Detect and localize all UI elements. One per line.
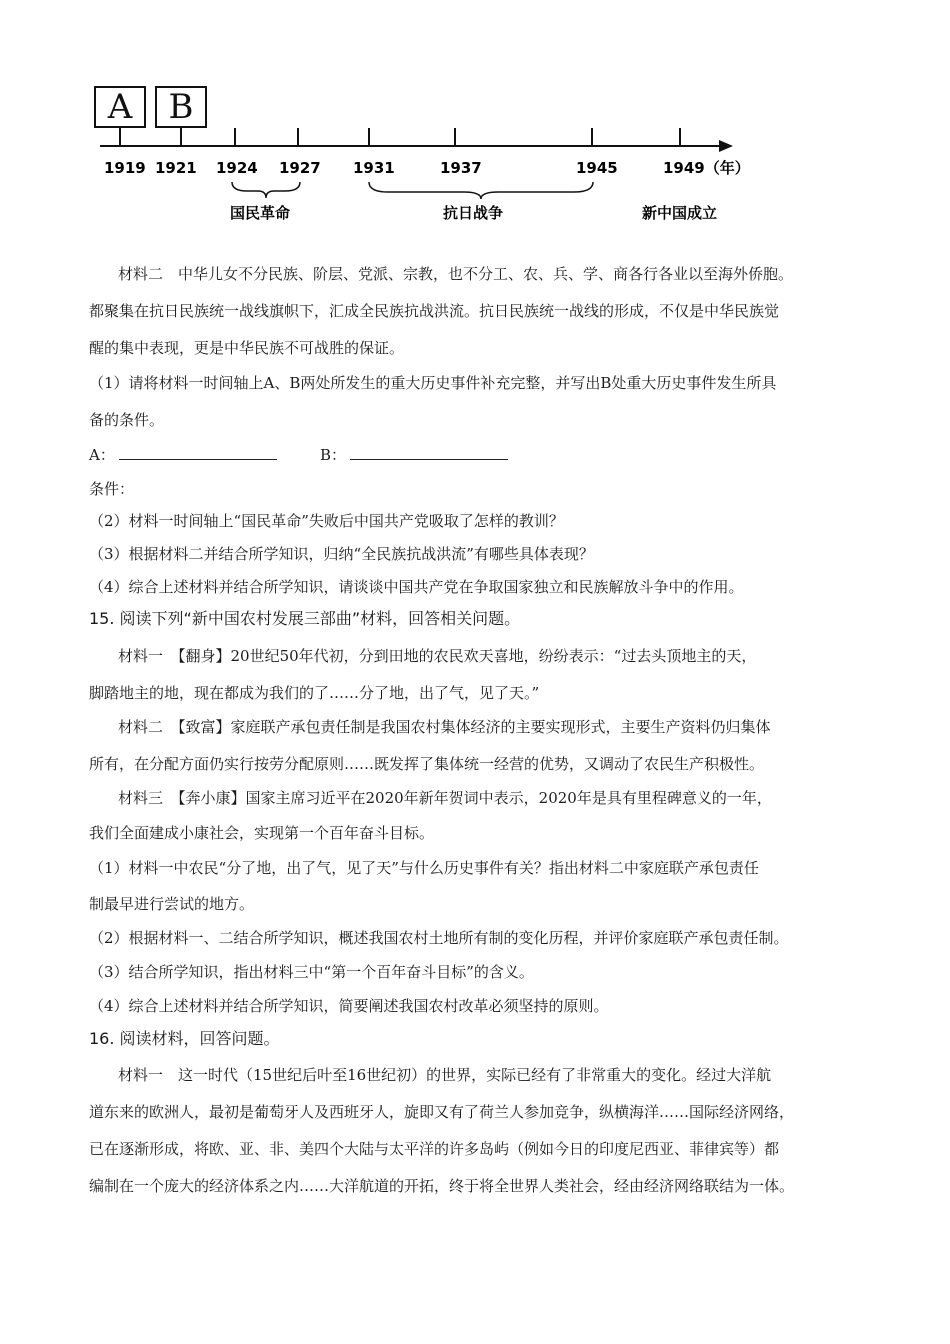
text-line: 都聚集在抗日民族统一战线旗帜下，汇成全民族抗战洪流。抗日民族统一战线的形成，不仅是中华民族觉 [89, 302, 780, 320]
condition-label: 条件： [89, 480, 135, 498]
question-line: 制最早进行尝试的地方。 [89, 895, 255, 913]
text-line: 已在逐渐形成，将欧、亚、非、美四个大陆与太平洋的许多岛屿（例如今日的印度尼西亚、菲律宾等）都 [89, 1140, 780, 1158]
timeline-box-b: B [155, 86, 207, 128]
question-line: （3）根据材料二并结合所学知识，归纳“全民族抗战洪流”有哪些具体表现？ [89, 545, 594, 563]
text-line: 醒的集中表现，更是中华民族不可战胜的保证。 [89, 339, 405, 357]
answer-a-label: A： [89, 446, 115, 464]
text-line: 我们全面建成小康社会，实现第一个百年奋斗目标。 [89, 824, 435, 842]
year-1924: 1924 [216, 159, 258, 177]
question-line: （1）材料一中农民“分了地，出了气，见了天”与什么历史事件有关？指出材料二中家庭联产承包责任 [89, 859, 759, 877]
text-line: 道东来的欧洲人，最初是葡萄牙人及西班牙人，旋即又有了荷兰人参加竞争，纵横海洋……国际经济网络， [89, 1103, 795, 1121]
label-national-revolution: 国民革命 [230, 204, 291, 222]
text-line: 材料一 这一时代（15世纪后叶至16世纪初）的世界，实际已经有了非常重大的变化。经过大洋航 [118, 1066, 772, 1084]
year-1937: 1937 [440, 159, 482, 177]
answer-a-blank[interactable] [119, 445, 277, 460]
text-line: 材料一 【翻身】20世纪50年代初，分到田地的农民欢天喜地，纷纷表示：“过去头顶地主的天， [118, 647, 757, 665]
text-line: 材料二 中华儿女不分民族、阶层、党派、宗教，也不分工、农、兵、学、商各行各业以至海外侨胞。 [118, 265, 794, 283]
answer-row-b [320, 445, 508, 465]
question-line: 备的条件。 [89, 411, 165, 429]
question-line: （4）综合上述材料并结合所学知识，简要阐述我国农村改革必须坚持的原则。 [89, 997, 609, 1015]
answer-b-blank[interactable] [350, 445, 508, 460]
question-line: （1）请将材料一时间轴上A、B两处所发生的重大历史事件补充完整，并写出B处重大历史事件发生所具 [89, 374, 777, 392]
timeline-arrow-icon [719, 140, 733, 152]
label-new-china: 新中国成立 [642, 204, 718, 222]
year-1919: 1919 [104, 159, 146, 177]
question-line: （2）材料一时间轴上“国民革命”失败后中国共产党吸取了怎样的教训？ [89, 512, 564, 530]
text-line: 编制在一个庞大的经济体系之内……大洋航道的开拓，终于将全世界人类社会，经由经济网络联结为一体。 [89, 1177, 795, 1195]
answer-b-label: B： [320, 446, 347, 464]
timeline [0, 0, 950, 240]
year-1949: 1949（年） [663, 159, 750, 177]
question-line: （2）根据材料一、二结合所学知识，概述我国农村土地所有制的变化历程，并评价家庭联产承包责任制。 [89, 929, 789, 947]
year-1921: 1921 [155, 159, 197, 177]
question-16-title: 16. 阅读材料，回答问题。 [89, 1029, 280, 1048]
brace-anti-japanese-war [369, 182, 593, 199]
timeline-box-a: A [94, 86, 146, 128]
label-anti-japanese-war: 抗日战争 [443, 204, 504, 222]
text-line: 材料三 【奔小康】国家主席习近平在2020年新年贺词中表示，2020年是具有里程碑意义的一年， [118, 789, 772, 807]
text-line: 脚踏地主的地，现在都成为我们的了……分了地，出了气，见了天。” [89, 684, 540, 702]
question-line: （4）综合上述材料并结合所学知识，请谈谈中国共产党在争取国家独立和民族解放斗争中的作用。 [89, 578, 744, 596]
question-15-title: 15. 阅读下列“新中国农村发展三部曲”材料，回答相关问题。 [89, 609, 521, 628]
timeline-svg [0, 0, 950, 240]
year-1945: 1945 [576, 159, 618, 177]
brace-national-revolution [232, 182, 300, 198]
text-line: 所有，在分配方面仍实行按劳分配原则……既发挥了集体统一经营的优势，又调动了农民生产积极性。 [89, 755, 765, 773]
year-1927: 1927 [279, 159, 321, 177]
text-line: 材料二 【致富】家庭联产承包责任制是我国农村集体经济的主要实现形式，主要生产资料仍归集体 [118, 718, 771, 736]
answer-row [89, 445, 277, 465]
year-1931: 1931 [353, 159, 395, 177]
question-line: （3）结合所学知识，指出材料三中“第一个百年奋斗目标”的含义。 [89, 963, 534, 981]
